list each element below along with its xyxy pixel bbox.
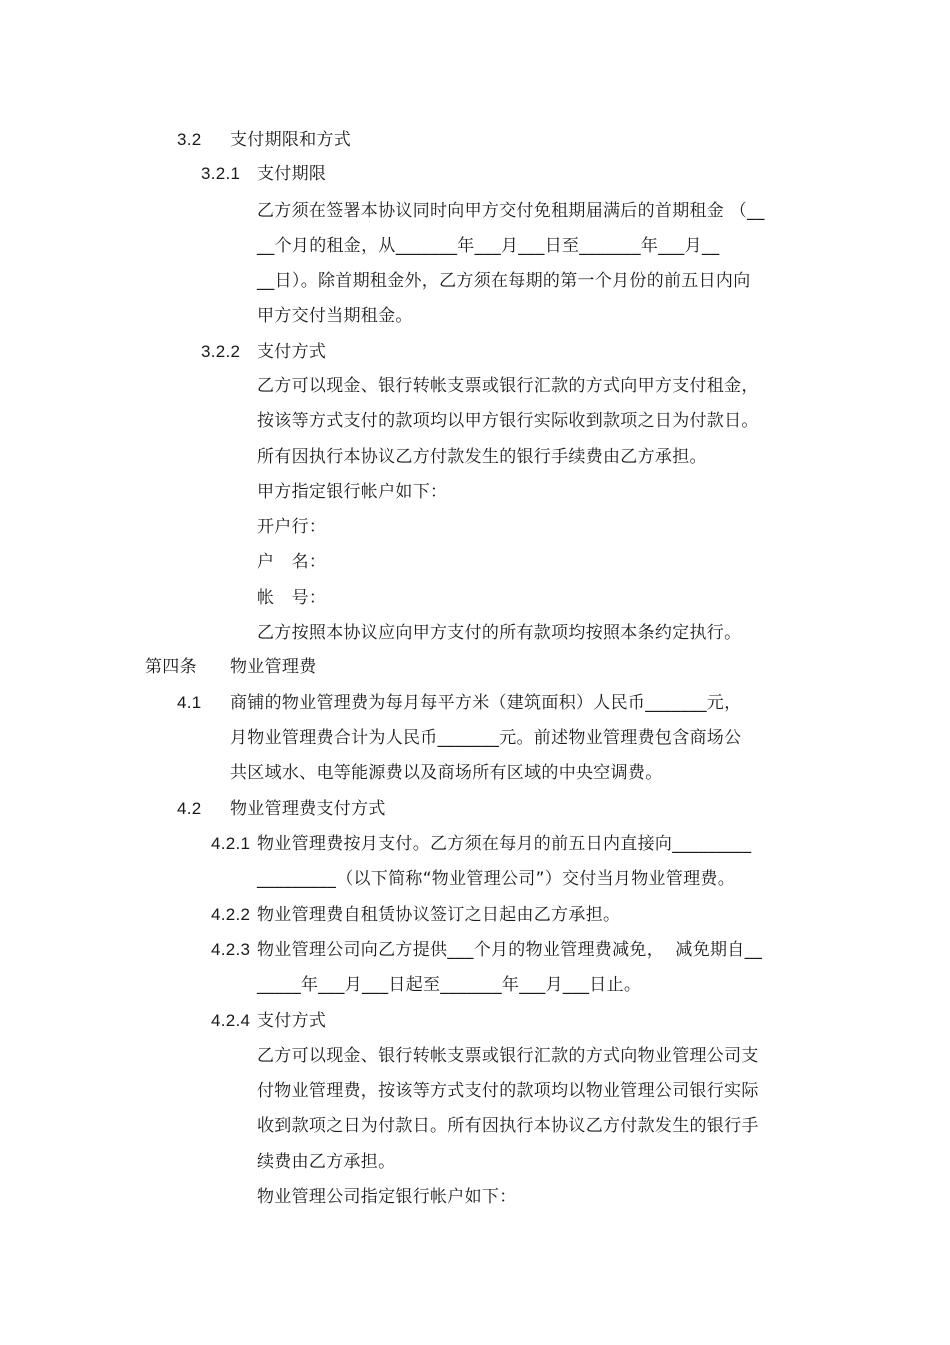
paragraph-line: 共区域水、电等能源费以及商场所有区域的中央空调费。 [230,763,663,783]
section-number: 4.2.1 [211,834,251,853]
paragraph-line: _____年___月___日起至_______年___月___日止。 [257,975,642,995]
paragraph-line: 商铺的物业管理费为每月每平方米（建筑面积）人民币_______元， [230,693,742,713]
section-number: 4.2 [177,799,202,818]
section-title: 支付方式 [257,1011,327,1031]
paragraph-line: 物业管理公司指定银行帐户如下： [257,1187,517,1207]
bank-field-label: 开户行： [257,517,327,537]
section-title: 支付方式 [257,342,327,362]
paragraph-line: 月物业管理费合计为人民币_______元。前述物业管理费包含商场公 [230,728,742,748]
section-number: 3.2.2 [201,342,241,361]
bank-field-label: 户 名： [257,552,327,572]
paragraph-line: 乙方可以现金、银行转帐支票或银行汇款的方式向甲方支付租金， [257,376,759,396]
paragraph-line: 物业管理费按月支付。乙方须在每月的前五日内直接向_________ [257,834,752,854]
section-number: 4.2.3 [211,940,251,959]
paragraph-line: __日）。除首期租金外，乙方须在每期的第一个月份的前五日内向 [257,271,751,291]
section-title: 物业管理费支付方式 [230,799,386,819]
section-number: 3.2.1 [201,164,241,183]
paragraph-line: 物业管理费自租赁协议签订之日起由乙方承担。 [257,905,621,925]
article-title: 物业管理费 [230,657,317,677]
paragraph-line: 乙方可以现金、银行转帐支票或银行汇款的方式向物业管理公司支 [257,1046,759,1066]
paragraph-line: 甲方交付当期租金。 [257,306,413,326]
section-number: 4.2.4 [211,1011,251,1030]
section-title: 支付期限 [257,164,327,184]
section-number: 3.2 [177,130,202,149]
paragraph-line: 付物业管理费，按该等方式支付的款项均以物业管理公司银行实际 [257,1081,759,1101]
paragraph-line: 乙方须在签署本协议同时向甲方交付免租期届满后的首期租金 （__ [257,201,765,221]
paragraph-line: 乙方按照本协议应向甲方支付的所有款项均按照本条约定执行。 [257,623,742,643]
article-number: 第四条 [145,657,197,677]
paragraph-line: 所有因执行本协议乙方付款发生的银行手续费由乙方承担。 [257,447,707,467]
section-number: 4.1 [177,693,202,712]
paragraph-line: _________（以下简称“物业管理公司”）交付当月物业管理费。 [257,869,736,889]
section-title: 支付期限和方式 [230,130,352,150]
paragraph-line: 收到款项之日为付款日。所有因执行本协议乙方付款发生的银行手 [257,1116,759,1136]
section-number: 4.2.2 [211,905,251,924]
paragraph-line: __个月的租金，从_______年___月___日至_______年___月__ [257,236,720,256]
paragraph-line: 续费由乙方承担。 [257,1152,396,1172]
bank-field-label: 帐 号： [257,588,327,608]
paragraph-line: 物业管理公司向乙方提供___个月的物业管理费减免， 减免期自__ [257,940,763,960]
paragraph-line: 按该等方式支付的款项均以甲方银行实际收到款项之日为付款日。 [257,411,759,431]
paragraph-line: 甲方指定银行帐户如下： [257,482,448,502]
